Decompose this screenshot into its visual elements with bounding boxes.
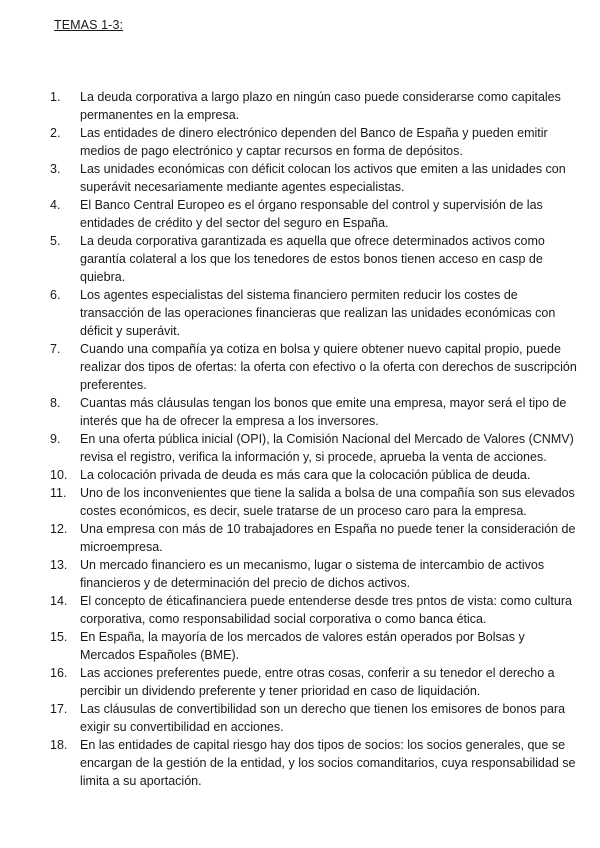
list-item — [50, 628, 580, 664]
item-text: La deuda corporativa garantizada es aquella que ofrece determinados activos como garantía colateral a los que los tenedores de estos bonos tienen acceso en casp de quiebra. — [80, 234, 545, 284]
page-title: TEMAS 1-3: — [54, 18, 124, 32]
list-item — [50, 124, 580, 160]
list-item — [50, 394, 580, 430]
list-item — [50, 664, 580, 700]
item-number: 8. — [50, 396, 61, 410]
list-item — [50, 430, 580, 466]
item-text: En España, la mayoría de los mercados de valores están operados por Bolsas y Mercados Españoles (BME). — [80, 630, 525, 662]
statement-list — [50, 88, 580, 790]
item-text: Uno de los inconvenientes que tiene la salida a bolsa de una compañía son sus elevados costes económicos, es decir, suele tratarse de un proceso caro para la empresa. — [80, 486, 575, 518]
item-text: Los agentes especialistas del sistema financiero permiten reducir los costes de transacción de las operaciones financieras que realizan las unidades económicas con déficit y superávit. — [80, 288, 556, 338]
item-text: Las cláusulas de convertibilidad son un derecho que tienen los emisores de bonos para exigir su convertibilidad en acciones. — [80, 702, 566, 734]
item-text: En una oferta pública inicial (OPI), la Comisión Nacional del Mercado de Valores (CNMV) revisa el registro, verifica la información y, si procede, aprueba la venta de acciones. — [80, 432, 574, 464]
list-item — [50, 484, 580, 520]
item-number: 9. — [50, 432, 61, 446]
list-item — [50, 592, 580, 628]
item-number: 5. — [50, 234, 61, 248]
item-text: La colocación privada de deuda es más cara que la colocación pública de deuda. — [80, 468, 531, 482]
item-text: Las unidades económicas con déficit colocan los activos que emiten a las unidades con superávit necesariamente mediante agentes especialistas. — [80, 162, 566, 194]
item-number: 4. — [50, 198, 61, 212]
item-text: Cuantas más cláusulas tengan los bonos que emite una empresa, mayor será el tipo de interés que ha de ofrecer la empresa a los inversores. — [80, 396, 567, 428]
item-text: Una empresa con más de 10 trabajadores en España no puede tener la consideración de microempresa. — [80, 522, 576, 554]
item-number: 13. — [50, 558, 68, 572]
item-number: 1. — [50, 90, 61, 104]
item-text: La deuda corporativa a largo plazo en ningún caso puede considerarse como capitales permanentes en la empresa. — [80, 90, 561, 122]
list-item — [50, 736, 580, 790]
item-number: 10. — [50, 468, 68, 482]
list-item — [50, 556, 580, 592]
list-item — [50, 232, 580, 286]
list-item — [50, 466, 580, 484]
list-item — [50, 196, 580, 232]
item-text: Las acciones preferentes puede, entre otras cosas, conferir a su tenedor el derecho a percibir un dividendo preferente y tener prioridad en caso de liquidación. — [80, 666, 555, 698]
item-number: 11. — [50, 486, 67, 500]
item-number: 16. — [50, 666, 68, 680]
list-item — [50, 286, 580, 340]
item-number: 7. — [50, 342, 61, 356]
item-text: El concepto de éticafinanciera puede entenderse desde tres pntos de vista: como cultura corporativa, como responsabilidad social corporativa o como banca ética. — [80, 594, 572, 626]
item-number: 3. — [50, 162, 61, 176]
item-text: Un mercado financiero es un mecanismo, lugar o sistema de intercambio de activos financieros y de determinación del precio de dichos activos. — [80, 558, 545, 590]
item-text: El Banco Central Europeo es el órgano responsable del control y supervisión de las entidades de crédito y del sector del seguro en España. — [80, 198, 543, 230]
list-item — [50, 88, 580, 124]
item-number: 18. — [50, 738, 68, 752]
item-number: 2. — [50, 126, 61, 140]
list-item — [50, 160, 580, 196]
list-item — [50, 520, 580, 556]
item-number: 12. — [50, 522, 68, 536]
item-text: Cuando una compañía ya cotiza en bolsa y quiere obtener nuevo capital propio, puede realizar dos tipos de ofertas: la oferta con efectivo o la oferta con derechos de suscripción preferentes. — [80, 342, 577, 392]
list-item — [50, 340, 580, 394]
item-number: 15. — [50, 630, 68, 644]
item-number: 6. — [50, 288, 61, 302]
item-text: En las entidades de capital riesgo hay dos tipos de socios: los socios generales, que se encargan de la gestión de la entidad, y los socios comanditarios, cuya responsabilidad se limita a su aportación. — [80, 738, 576, 788]
item-text: Las entidades de dinero electrónico dependen del Banco de España y pueden emitir medios de pago electrónico y captar recursos en forma de depósitos. — [80, 126, 548, 158]
item-number: 14. — [50, 594, 68, 608]
list-item — [50, 700, 580, 736]
item-number: 17. — [50, 702, 68, 716]
